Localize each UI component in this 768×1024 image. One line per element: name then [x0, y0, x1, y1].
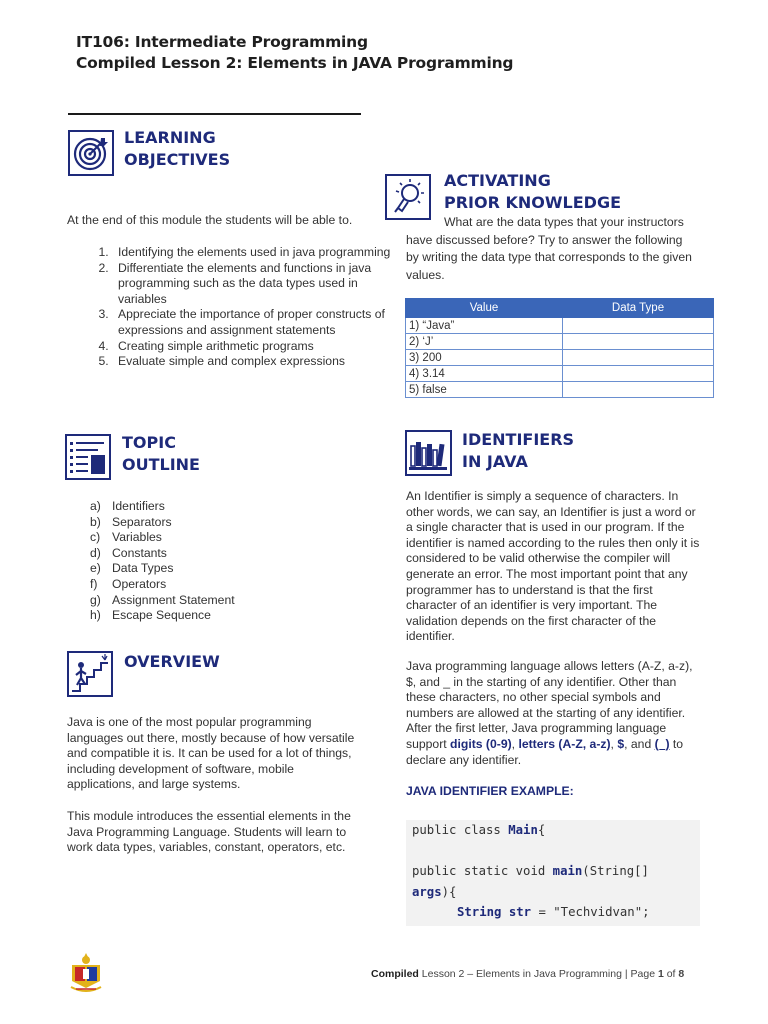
objective-item: 1. Identifying the elements used in java programming — [112, 245, 402, 261]
value-cell: 4) 3.14 — [406, 366, 563, 382]
value-cell: 3) 200 — [406, 350, 563, 366]
underscore-rule: (_) — [654, 736, 670, 751]
topic-item — [90, 546, 350, 562]
objective-item: 3. Appreciate the importance of proper constructs of expressions and assignment statements — [112, 307, 402, 338]
code-token: public class — [412, 823, 509, 837]
objective-item: 4. Creating simple arithmetic programs — [112, 339, 402, 355]
topic-item — [90, 593, 350, 609]
code-token: args — [412, 884, 442, 899]
table-row — [406, 318, 714, 334]
topic-letter: b) — [90, 514, 101, 529]
school-seal-logo — [66, 951, 106, 995]
identifiers-title — [462, 429, 574, 473]
prior-knowledge-title-line2: PRIOR KNOWLEDGE — [444, 193, 621, 212]
topic-label: Data Types — [112, 561, 174, 576]
code-token: "Techvidvan"; — [553, 905, 650, 919]
library-books-icon — [405, 430, 452, 476]
dollar-rule: $ — [617, 736, 625, 751]
example-heading: JAVA IDENTIFIER EXAMPLE: — [406, 784, 574, 798]
footer-page-number: 1 — [657, 968, 664, 980]
prior-knowledge-title-line1: ACTIVATING — [444, 171, 551, 190]
target-icon — [68, 130, 114, 176]
identifiers-paragraph-2 — [406, 659, 700, 768]
topic-letter: g) — [90, 592, 101, 607]
learning-objectives-list — [68, 245, 402, 370]
table-header-value: Value — [406, 299, 563, 318]
footer-of: of — [663, 968, 679, 980]
prior-knowledge-text: What are the data types that your instructors have discussed before? Try to answer the following by writing the data type that corresponds to the given values. — [406, 215, 692, 282]
topic-item — [90, 530, 350, 546]
code-line-3 — [412, 882, 694, 903]
outline-icon — [65, 434, 111, 480]
document-title: IT106: Intermediate Programming — [76, 33, 368, 51]
topic-label: Operators — [112, 576, 167, 591]
page-footer — [371, 968, 711, 980]
value-cell: 5) false — [406, 382, 563, 398]
topic-outline-title-line2: OUTLINE — [122, 455, 200, 474]
data-type-answer-cell[interactable] — [563, 334, 714, 350]
footer-lesson: Lesson 2 – Elements in Java Programming | Page — [418, 968, 658, 980]
overview-title: OVERVIEW — [124, 652, 220, 671]
header-divider — [68, 113, 361, 115]
code-line-4 — [412, 902, 694, 923]
topic-outline-title-line1: TOPIC — [122, 433, 176, 452]
code-token: ){ — [441, 884, 457, 899]
topic-label: Assignment Statement — [112, 592, 235, 607]
code-line-2 — [412, 861, 694, 882]
table-row — [406, 334, 714, 350]
code-token: { — [537, 823, 546, 837]
overview-paragraph-1: Java is one of the most popular programming languages out there, mostly because of how versatile and compatible it is. It can be used for a lot of things, including development of software, mobile applications, and large systems. — [67, 715, 355, 792]
stairs-icon — [67, 651, 113, 697]
table-row — [406, 382, 714, 398]
identifiers-paragraph-1: An Identifier is simply a sequence of characters. In other words, we can say, an Identifier is just a word or a single character that is used in our program. If the identifier is named according to the rules then only it is considered to be valid otherwise the compiler will generate an error. The most important point that any programmer has to understand is that the first character of an identifier is very important. The validation depends on the first character of the identifier. — [406, 489, 700, 644]
topic-item — [90, 499, 350, 515]
topic-label: Constants — [112, 545, 167, 560]
learning-objectives-title — [124, 127, 230, 171]
prior-knowledge-title — [444, 170, 621, 214]
value-cell: 1) “Java” — [406, 318, 563, 334]
topic-letter: f) — [90, 576, 98, 591]
topic-label: Separators — [112, 514, 172, 529]
learning-objectives-title-line1: LEARNING — [124, 128, 216, 147]
digits-rule: digits (0-9) — [450, 736, 512, 751]
topic-item — [90, 515, 350, 531]
topic-outline-list — [90, 499, 350, 624]
code-token: Main — [508, 823, 538, 837]
data-type-table — [405, 298, 714, 398]
code-token: = — [531, 905, 554, 919]
code-block — [406, 820, 700, 926]
data-type-answer-cell[interactable] — [563, 382, 714, 398]
data-type-answer-cell[interactable] — [563, 350, 714, 366]
identifiers-title-line1: IDENTIFIERS — [462, 430, 575, 449]
table-header-data-type: Data Type — [563, 299, 714, 318]
para2-text: Java programming language allows letters (A-Z, a-z), $, and _ in the starting of any identifier. Other than these characters, no other special symbols and numbers are allowed at the starting of any identifier. After the first letter, Java programming language support — [406, 659, 693, 751]
para2-sep: , — [511, 736, 519, 751]
value-cell: 2) ‘J’ — [406, 334, 563, 350]
topic-item — [90, 577, 350, 593]
para2-end: to declare any identifier. — [406, 736, 684, 767]
topic-letter: e) — [90, 561, 101, 576]
letters-rule: letters (A-Z, a-z) — [518, 736, 611, 751]
topic-label: Escape Sequence — [112, 608, 211, 623]
topic-letter: h) — [90, 608, 101, 623]
objective-item: 5. Evaluate simple and complex expressions — [112, 354, 402, 370]
topic-letter: d) — [90, 545, 101, 560]
footer-compiled: Compiled — [371, 968, 419, 980]
para2-sep: , — [610, 736, 618, 751]
table-row — [406, 350, 714, 366]
learning-objectives-title-line2: OBJECTIVES — [124, 150, 231, 169]
code-blank-line — [412, 841, 694, 862]
data-type-answer-cell[interactable] — [563, 318, 714, 334]
table-row — [406, 366, 714, 382]
para2-sep: , and — [624, 736, 655, 751]
code-token: String str — [457, 905, 532, 919]
data-type-answer-cell[interactable] — [563, 366, 714, 382]
topic-letter: c) — [90, 530, 101, 545]
topic-label: Identifiers — [112, 499, 165, 513]
footer-page-total: 8 — [678, 968, 685, 980]
code-token: main — [552, 864, 583, 878]
topic-outline-title — [122, 432, 200, 476]
code-token: (String[] — [582, 864, 649, 878]
identifiers-title-line2: IN JAVA — [462, 452, 528, 471]
topic-letter: a) — [90, 499, 101, 513]
code-line-1 — [412, 820, 694, 841]
overview-paragraph-2: This module introduces the essential elements in the Java Programming Language. Students will learn to work data types, variables, constant, operators, etc. — [67, 809, 351, 855]
learning-objectives-intro: At the end of this module the students will be able to. — [67, 213, 353, 227]
objective-item: 2. Differentiate the elements and functions in java programming such as the data types used in variables — [112, 261, 402, 308]
topic-item — [90, 561, 350, 577]
document-subtitle: Compiled Lesson 2: Elements in JAVA Programming — [76, 54, 514, 72]
topic-item — [90, 608, 350, 624]
code-token: public static void — [412, 864, 553, 878]
topic-label: Variables — [112, 530, 162, 545]
